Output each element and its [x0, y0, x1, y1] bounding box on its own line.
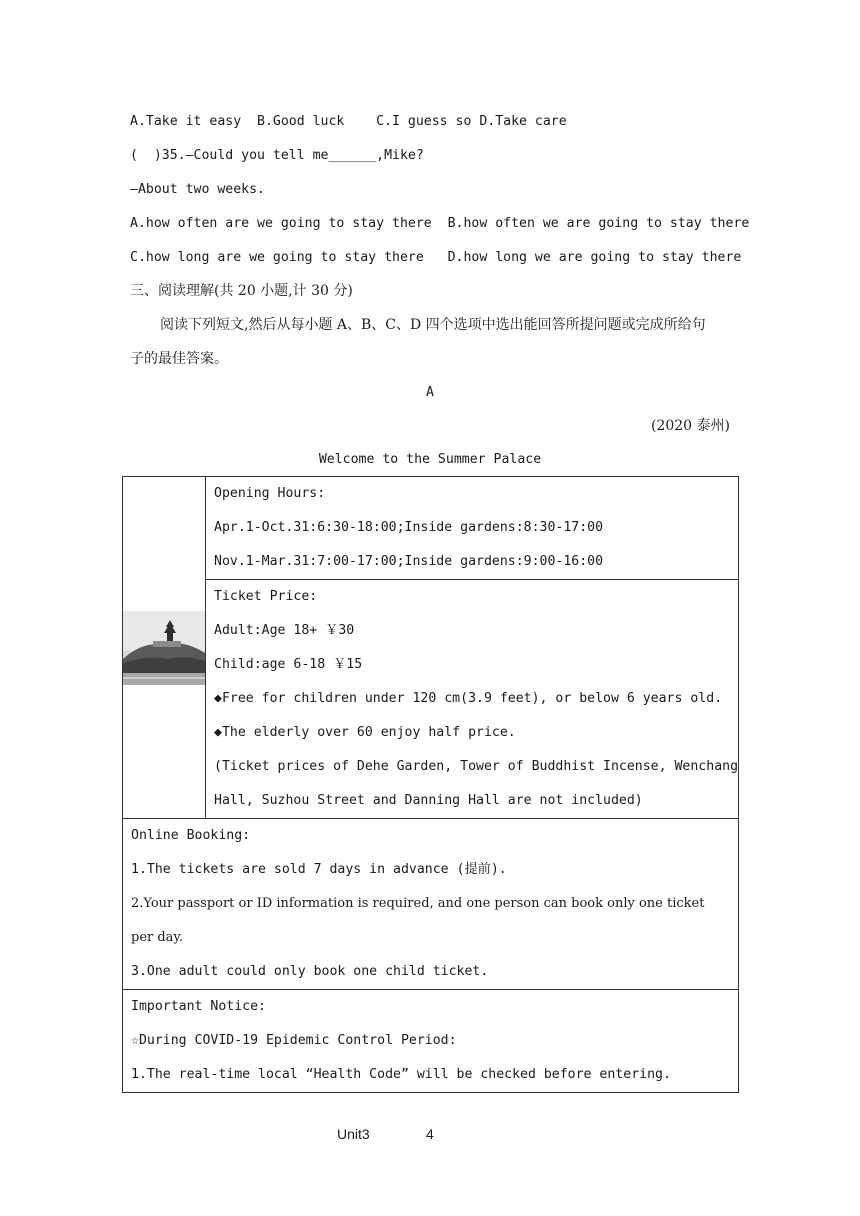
opening-hours-cell — [206, 477, 739, 580]
ticket-price-excluded-1: (Ticket prices of Dehe Garden, Tower of Buddhist Incense, Wenchang — [214, 759, 739, 774]
footer-unit: Unit3 — [337, 1126, 370, 1142]
ticket-price-free: ◆Free for children under 120 cm(3.9 feet), or below 6 years old. — [214, 691, 723, 706]
instruction-line-1: 阅读下列短文,然后从每小题 A、B、C、D 四个选项中选出能回答所提问题或完成所给句 — [160, 317, 706, 333]
q35-stem: ( )35.—Could you tell me______,Mike? — [130, 148, 424, 163]
photo-cell — [123, 477, 206, 819]
passage-letter: A — [426, 385, 434, 400]
booking-rule-3: 3.One adult could only book one child ticket. — [131, 964, 489, 979]
section-title: 三、阅读理解(共 20 小题,计 30 分) — [130, 283, 353, 299]
ticket-price-heading: Ticket Price: — [214, 589, 318, 604]
notice-period: ☆During COVID-19 Epidemic Control Period: — [131, 1033, 457, 1048]
online-booking-cell — [123, 819, 739, 990]
instruction-line-2: 子的最佳答案。 — [130, 351, 228, 367]
opening-hours-summer: Apr.1-Oct.31:6:30-18:00;Inside gardens:8:30-17:00 — [214, 520, 604, 535]
q35-options-cd: C.how long are we going to stay there D.how long we are going to stay there — [130, 250, 742, 265]
q35-reply: —About two weeks. — [130, 182, 265, 197]
ticket-price-excluded-2: Hall, Suzhou Street and Danning Hall are not included) — [214, 793, 643, 808]
passage-title: Welcome to the Summer Palace — [318, 452, 542, 467]
ticket-price-adult: Adult:Age 18+ ￥30 — [214, 623, 355, 638]
q34-options: A.Take it easy B.Good luck C.I guess so D.Take care — [130, 114, 567, 129]
summer-palace-photo — [123, 611, 205, 685]
source-label: (2020 泰州) — [650, 418, 730, 434]
booking-rule-1: 1.The tickets are sold 7 days in advance (提前). — [131, 862, 507, 877]
opening-hours-heading: Opening Hours: — [214, 486, 326, 501]
ticket-price-child: Child:age 6-18 ￥15 — [214, 657, 363, 672]
opening-hours-winter: Nov.1-Mar.31:7:00-17:00;Inside gardens:9:00-16:00 — [214, 554, 604, 569]
q35-options-ab: A.how often are we going to stay there B.how often we are going to stay there — [130, 216, 750, 231]
notice-rule-1: 1.The real-time local “Health Code” will be checked before entering. — [131, 1067, 671, 1082]
important-notice-cell — [123, 990, 739, 1093]
ticket-price-cell — [206, 580, 739, 819]
booking-heading: Online Booking: — [131, 828, 251, 843]
ticket-price-elderly: ◆The elderly over 60 enjoy half price. — [214, 725, 516, 740]
footer-page-number: 4 — [426, 1126, 434, 1142]
booking-rule-2: 2.Your passport or ID information is required, and one person can book only one ticket — [131, 896, 705, 911]
info-table — [122, 476, 739, 1093]
notice-heading: Important Notice: — [131, 999, 266, 1014]
booking-rule-2-cont: per day. — [131, 930, 184, 945]
